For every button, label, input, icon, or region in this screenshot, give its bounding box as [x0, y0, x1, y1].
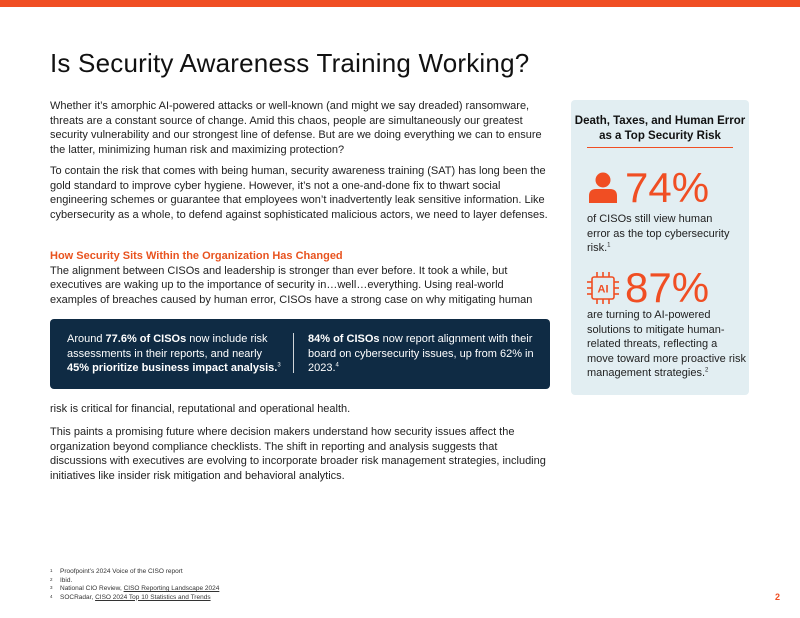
page-title: Is Security Awareness Training Working?	[50, 48, 530, 78]
side-panel-divider	[587, 147, 733, 148]
intro-paragraph: Whether it’s amorphic AI-powered attacks or well-known (and might we say dreaded) ransomware, threats are a constant source of change. Amid this chaos, people are simultaneously our greatest security vulnerability and our strongest line of defense. But are we doing everything we can to ensure the latter, minimizing human risk and maximizing protection?	[50, 100, 542, 156]
footnote-4-link[interactable]: CISO 2024 Top 10 Statistics and Trends	[95, 593, 211, 601]
footnote-3: 3 National CIO Review, CISO Reporting Landscape 2024	[50, 585, 220, 593]
section-heading: How Security Sits Within the Organization Has Changed	[50, 250, 343, 262]
footnote-4: 4 SOCRadar, CISO 2024 Top 10 Statistics and Trends	[50, 593, 211, 601]
section-organization	[50, 249, 550, 307]
ai-chip-icon	[586, 271, 620, 305]
svg-text:AI: AI	[597, 283, 609, 296]
top-accent-bar	[0, 0, 800, 7]
stat-87-value: 87%	[625, 264, 710, 311]
stat-87-description: are turning to AI-powered solutions to mitigate human-related threats, reflecting a move toward more proactive risk management strategies.$^2$	[587, 309, 746, 379]
stats-side-panel	[571, 100, 749, 395]
stats-callout-box	[50, 319, 550, 389]
sat-paragraph: To contain the risk that comes with being human, security awareness training (SAT) has long been the gold standard to improve cyber hygiene. However, it’s not a one-and-done fix to thwart social engineering schemes or guarantee that employees won’t inadvertently leak sensitive information. Like cybersecurity as a whole, to defend against sophisticated malicious actors, we need to layer defenses.	[50, 165, 548, 221]
risk-paragraph: risk is critical for financial, reputational and operational health.	[50, 403, 351, 415]
footnote-3-link[interactable]: CISO Reporting Landscape 2024	[123, 585, 220, 593]
person-icon	[588, 172, 618, 204]
footnote-2: 2 Ibid.	[50, 576, 73, 584]
stat-74-value: 74%	[625, 164, 710, 211]
side-panel-title: Death, Taxes, and Human Error as a Top Security Risk	[574, 115, 746, 142]
stat-74-description: of CISOs still view human error as the top cybersecurity risk.$^1$	[587, 213, 730, 254]
callout-left-stat: Around 77.6% of CISOs now include risk assessments in their reports, and nearly 45% prioritize business impact analysis.$^3$	[67, 333, 281, 374]
callout-right-stat: 84% of CISOs now report alignment with their board on cybersecurity issues, up from 62% in 2023.$^4$	[308, 333, 534, 374]
future-paragraph: This paints a promising future where decision makers understand how security issues affect the organization beyond compliance checklists. The shift in reporting and analysis suggests that discussions with executives are evolving to incorporate broader risk management strategies, including initiatives like insider risk mitigation and behavioral analytics.	[50, 426, 546, 482]
footnotes	[50, 568, 450, 602]
alignment-paragraph: The alignment between CISOs and leadership is stronger than ever before. It took a while, but executives are waking up to the importance of security in…well…everything. Using real-world examples of breaches caused by human error, CISOs have a strong case on why mitigating human	[50, 264, 533, 306]
page-number: 2	[775, 592, 781, 602]
footnote-1: 1 Proofpoint’s 2024 Voice of the CISO report	[50, 568, 183, 575]
callout-divider	[293, 333, 294, 373]
